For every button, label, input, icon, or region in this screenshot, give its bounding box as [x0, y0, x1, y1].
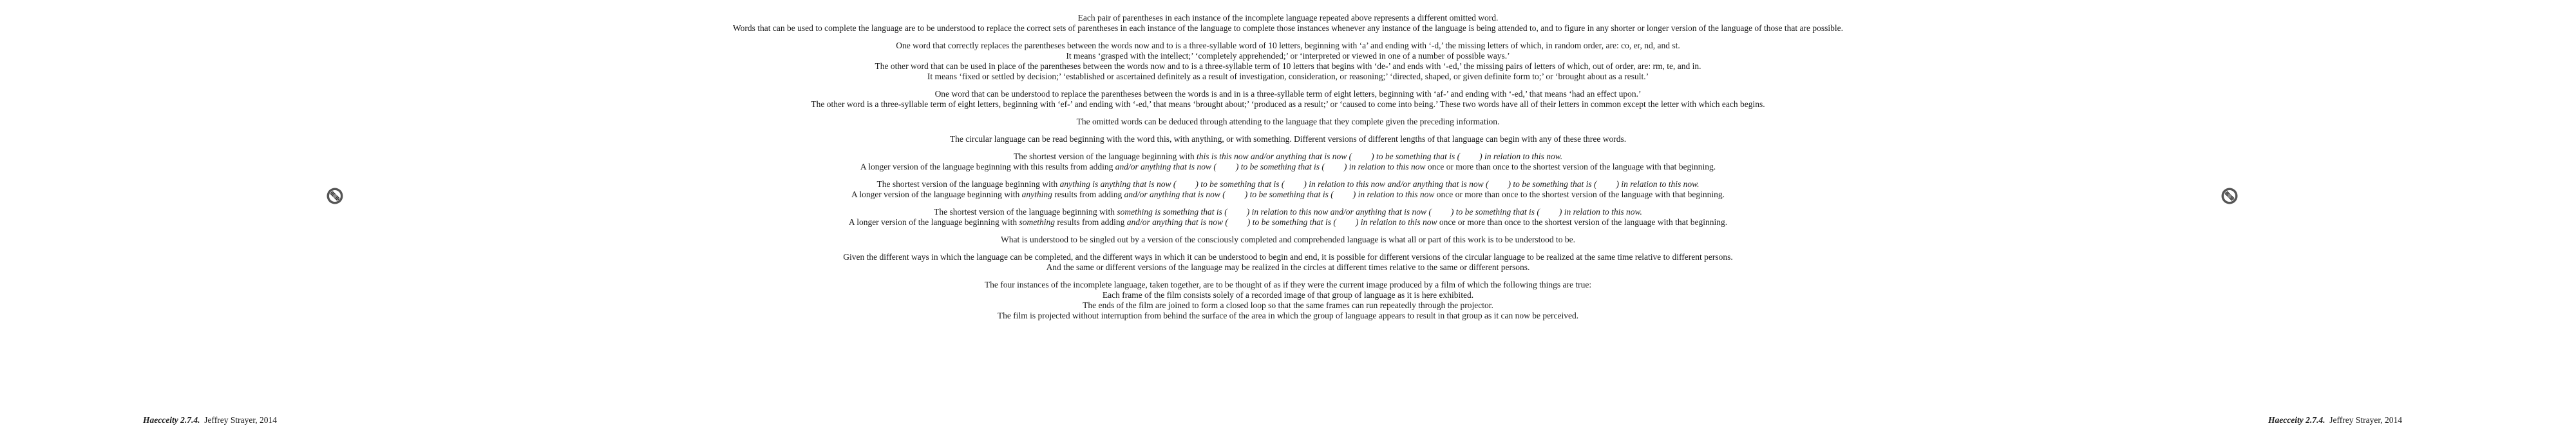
document-body: [567, 13, 2009, 328]
italic-segment: ) to be something that is (: [1247, 217, 1336, 227]
paragraph-something-version: [567, 207, 2009, 228]
italic-segment: ) to be something that is (: [1235, 162, 1325, 171]
paragraph-is-in-words: [567, 89, 2009, 110]
text-segment: The shortest version of the language beginning with: [876, 179, 1060, 189]
text-line: Each frame of the film consists solely of a recorded image of that group of language as it is here exhibited.: [1102, 290, 1474, 300]
text-line: Words that can be used to complete the language are to be understood to replace the correct sets of parentheses in each instance of the language to complete those instances whenever any instance of the language is being attended to, and to figure in any shorter or longer version of the language of those that are possible.: [732, 23, 1844, 33]
paragraph-deduction: [567, 117, 2009, 127]
italic-segment: ) to be something that is (: [1371, 151, 1461, 161]
work-credit: Jeffrey Strayer, 2014: [204, 415, 278, 425]
work-title: Haecceity 2.7.4.: [143, 415, 200, 425]
italic-segment: anything is anything that is now (: [1059, 179, 1177, 189]
text-segment: A longer version of the language beginning with: [851, 190, 1022, 199]
italic-segment: something is something that is (: [1117, 207, 1227, 217]
italic-segment: ) to be something that is (: [1195, 179, 1285, 189]
text-line: [567, 190, 2009, 200]
paragraph-understood: [567, 235, 2009, 245]
italic-segment: and/or anything that is now (: [1126, 217, 1228, 227]
work-credit: Jeffrey Strayer, 2014: [2329, 415, 2403, 425]
italic-segment: ) in relation to this now: [1352, 190, 1435, 199]
text-line: And the same or different versions of the language may be realized in the circles at different times relative to the same or different persons.: [1046, 262, 1530, 272]
paragraph-anything-version: [567, 179, 2009, 200]
text-line: The film is projected without interruption from behind the surface of the area in which the group of language appears to result in that group as it can now be perceived.: [997, 311, 1579, 320]
text-line: The ends of the film are joined to form a closed loop so that the same frames can run repeatedly through the projector.: [1083, 300, 1493, 310]
paragraph-film: [567, 280, 2009, 321]
text-line: Given the different ways in which the language can be completed, and the different ways in which it can be understood to begin and end, it is possible for different versions of the circular language to be realized at the same time relative to different persons.: [843, 252, 1733, 262]
caption-left: [143, 415, 277, 425]
text-segment: The shortest version of the language beginning with: [1013, 151, 1197, 161]
text-line: The other word is a three-syllable term of eight letters, beginning with ‘ef-’ and ending with ‘-ed,’ that means ‘brought about;’ ‘produced as a result;’ or ‘caused to come into being.’ These two words have all of their letters in common except the letter with which each begins.: [811, 99, 1765, 109]
text-line: It means ‘grasped with the intellect;’ ‘completely apprehended;’ or ‘interpreted or viewed in one of a number of possible ways.’: [1066, 51, 1510, 61]
italic-segment: ) in relation to this now.: [1616, 179, 1700, 189]
italic-segment: ) to be something that is (: [1508, 179, 1597, 189]
caption-right: [2268, 415, 2402, 425]
italic-segment: and/or anything that is now (: [1124, 190, 1226, 199]
italic-segment: ) in relation to this now: [1355, 217, 1437, 227]
text-line: What is understood to be singled out by a version of the consciously completed and comprehended language is what all or part of this work is to be understood to be.: [1001, 235, 1575, 244]
italic-segment: this is this now and/or anything that is now (: [1197, 151, 1352, 161]
italic-segment: ) to be something that is (: [1244, 190, 1334, 199]
text-segment: once or more than once to the shortest version of the language with that beginning.: [1437, 217, 1728, 227]
italic-segment: anything: [1021, 190, 1052, 199]
text-line: It means ‘fixed or settled by decision;’ ‘established or ascertained definitely as a result of investigation, consideration, or reasoning;’ ‘directed, shaped, or given definite form to;’ or ‘brought about as a result.’: [927, 72, 1649, 81]
italic-segment: ) in relation to this now: [1343, 162, 1426, 171]
text-line: [567, 217, 2009, 228]
text-segment: A longer version of the language beginning with: [848, 217, 1019, 227]
text-line: [567, 207, 2009, 217]
italic-segment: ) in relation to this now.: [1558, 207, 1642, 217]
text-line: [567, 179, 2009, 190]
text-segment: results from adding: [1055, 217, 1127, 227]
text-line: One word that correctly replaces the parentheses between the words now and to is a three-syllable word of 10 letters, beginning with ‘a’ and ending with ‘-d,’ the missing letters of which, in random order, are: co, er, nd, and st.: [896, 41, 1680, 50]
text-segment: results from adding: [1052, 190, 1124, 199]
italic-segment: and/or anything that is now (: [1115, 162, 1217, 171]
circle-emblem-right-icon: [2221, 187, 2239, 205]
italic-segment: ) to be something that is (: [1450, 207, 1540, 217]
text-line: [567, 162, 2009, 172]
paragraph-now-to-words: [567, 41, 2009, 82]
text-line: The omitted words can be deduced through attending to the language that they complete given the preceding information.: [1076, 117, 1500, 126]
text-line: The four instances of the incomplete language, taken together, are to be thought of as if they were the current image produced by a film of which the following things are true:: [984, 280, 1592, 289]
text-segment: A longer version of the language beginning with this results from adding: [860, 162, 1115, 171]
text-line: One word that can be understood to replace the parentheses between the words is and in is a three-syllable term of eight letters, beginning with ‘af-’ and ending with ‘-ed,’ that means ‘had an effect upon.’: [934, 89, 1642, 99]
text-segment: once or more than once to the shortest version of the language with that beginning.: [1425, 162, 1716, 171]
paragraph-different-ways: [567, 252, 2009, 273]
italic-segment: ) in relation to this now and/or anything that is now (: [1246, 207, 1432, 217]
text-line: The circular language can be read beginning with the word this, with anything, or with something. Different versions of different lengths of that language can begin with any of these three words.: [949, 134, 1627, 144]
text-segment: once or more than once to the shortest version of the language with that beginning.: [1434, 190, 1725, 199]
italic-segment: something: [1019, 217, 1056, 227]
italic-segment: ) in relation to this now and/or anything that is now (: [1303, 179, 1489, 189]
text-line: [567, 151, 2009, 162]
text-line: Each pair of parentheses in each instance of the incomplete language repeated above represents a different omitted word.: [1077, 13, 1499, 23]
text-line: The other word that can be used in place of the parentheses between the words now and to is a three-syllable term of 10 letters that begins with ‘de-’ and ends with ‘-ed,’ the missing pairs of letters of which, out of order, are: rm, te, and in.: [875, 61, 1701, 71]
italic-segment: ) in relation to this now.: [1479, 151, 1563, 161]
paragraph-intro: [567, 13, 2009, 34]
paragraph-circular-language: [567, 134, 2009, 144]
work-title: Haecceity 2.7.4.: [2268, 415, 2325, 425]
text-segment: The shortest version of the language beginning with: [934, 207, 1117, 217]
paragraph-this-version: [567, 151, 2009, 172]
circle-emblem-left-icon: [326, 187, 344, 205]
